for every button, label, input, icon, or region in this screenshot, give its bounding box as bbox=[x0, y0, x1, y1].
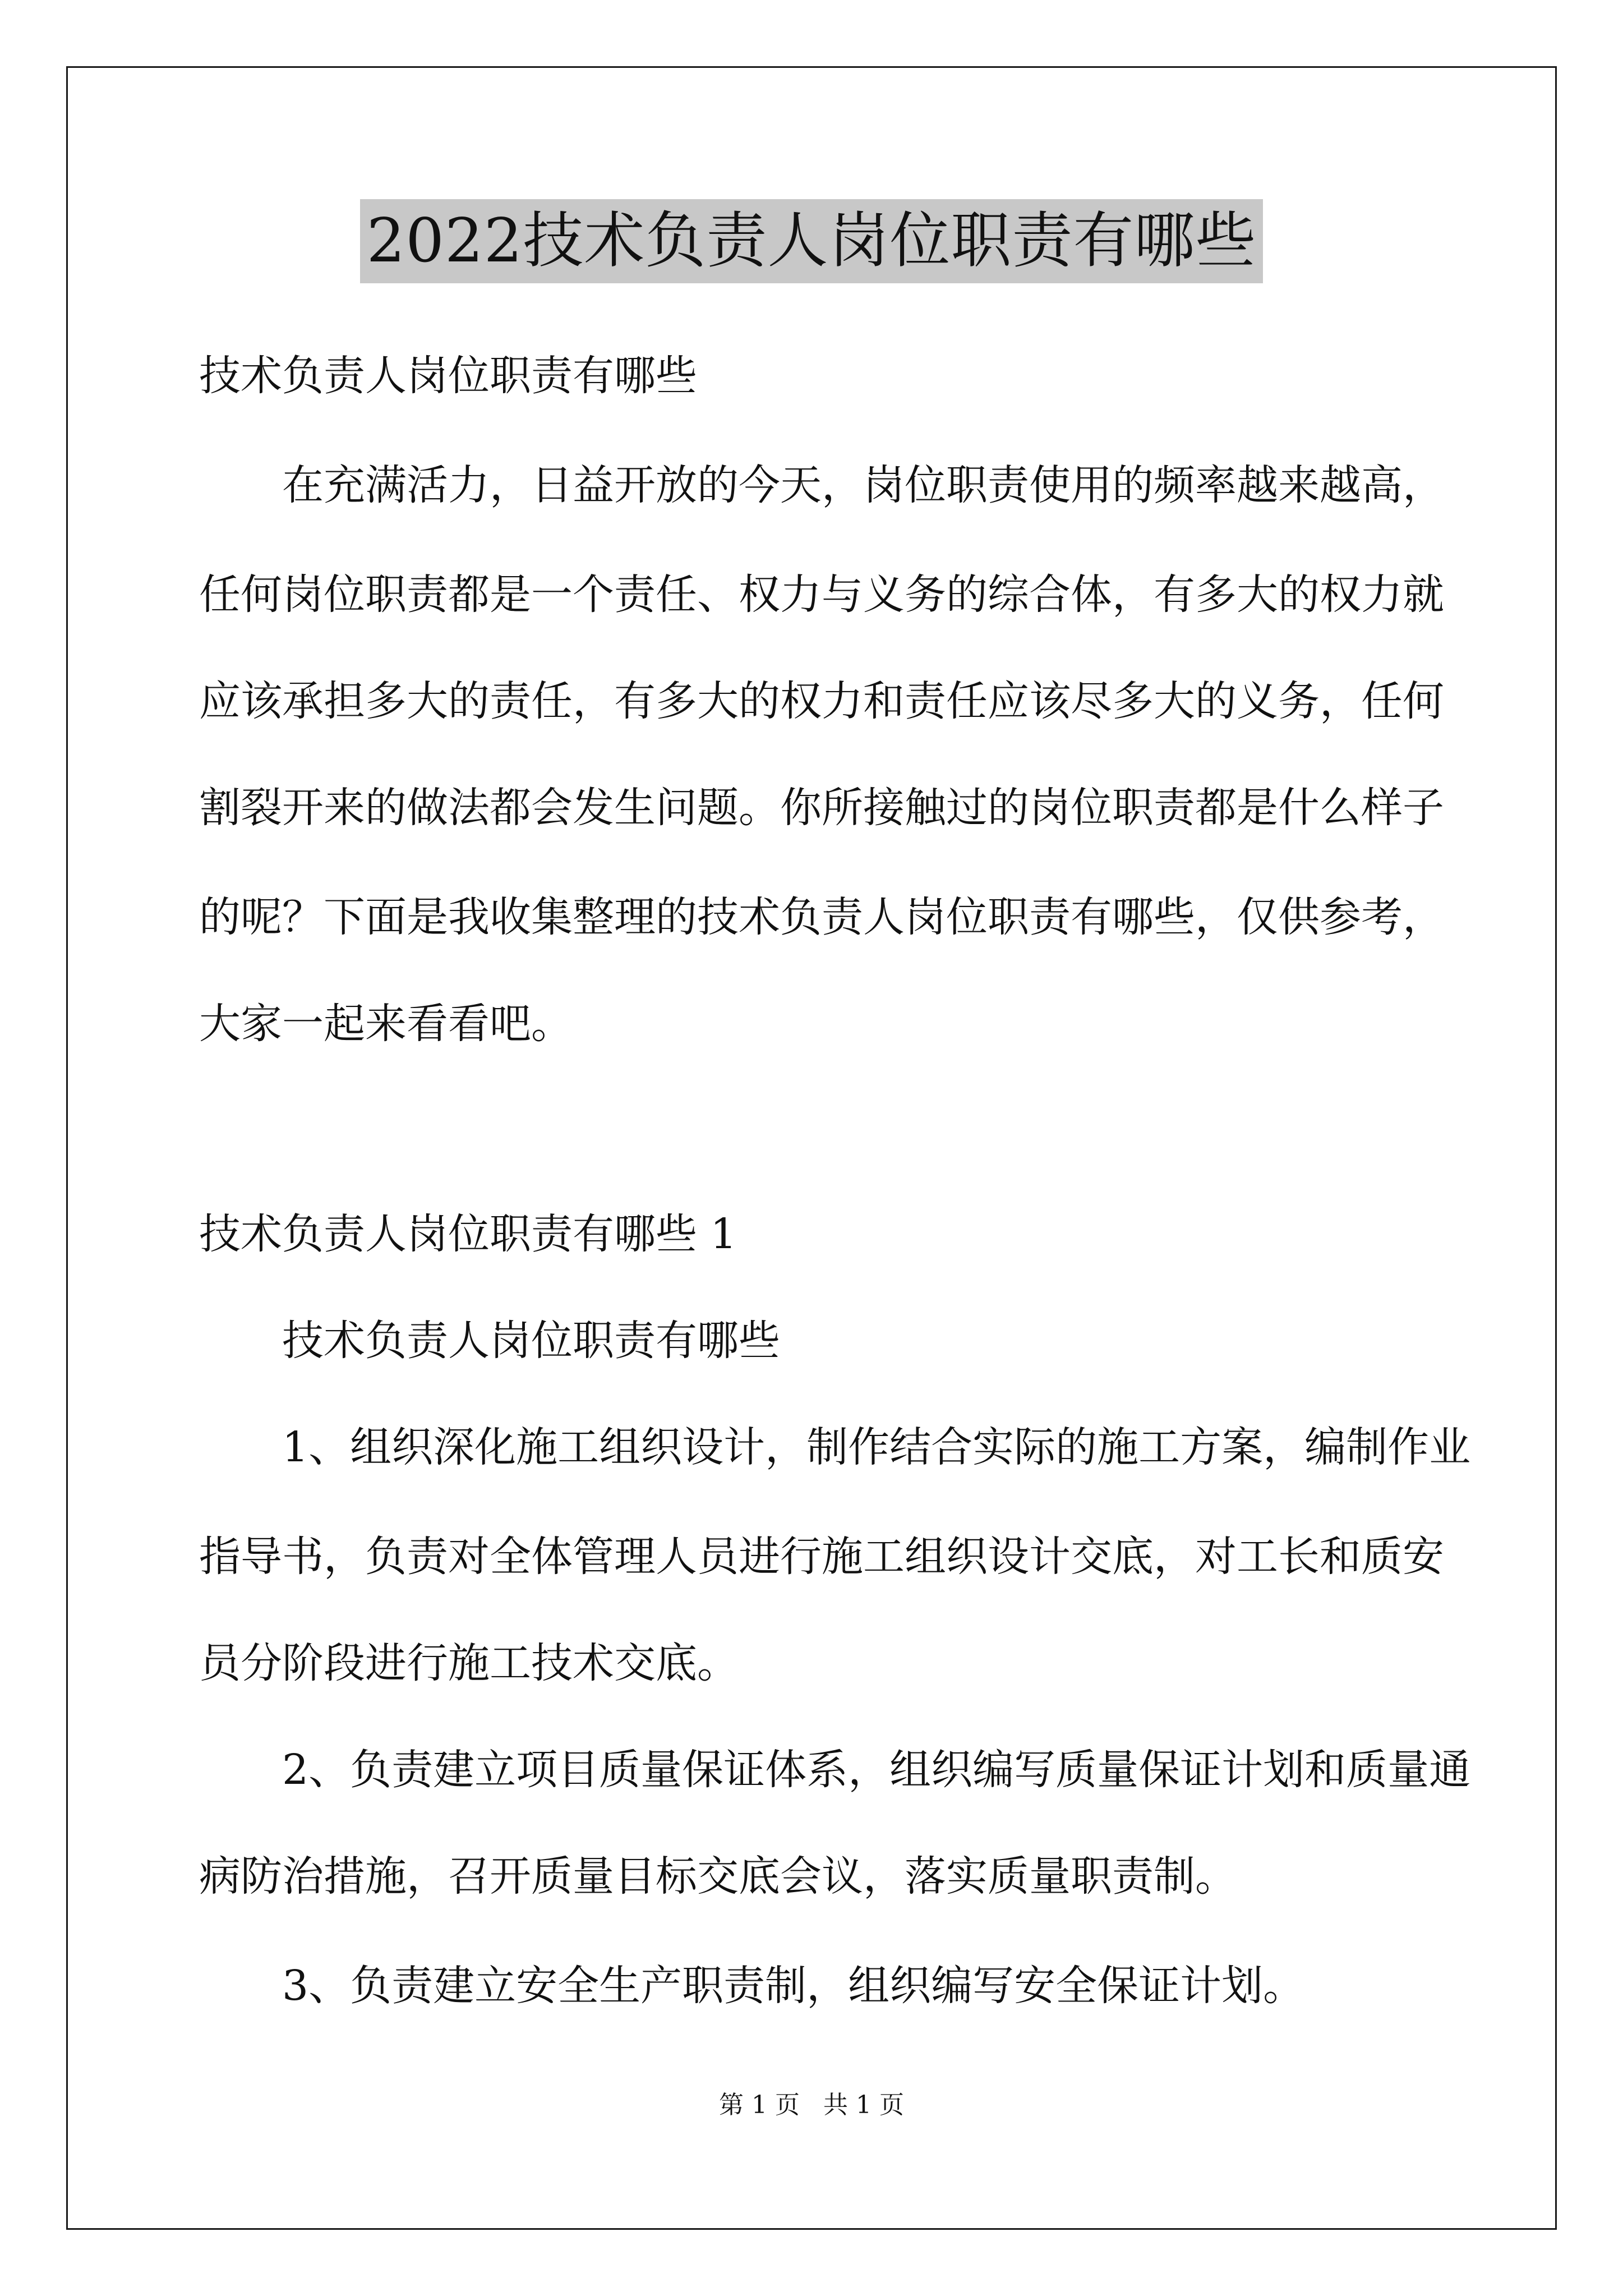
intro-line-5: 的呢？下面是我收集整理的技术负责人岗位职责有哪些，仅供参考， bbox=[199, 893, 1444, 941]
intro-line-4: 割裂开来的做法都会发生问题。你所接触过的岗位职责都是什么样子 bbox=[199, 784, 1444, 832]
intro-line-6: 大家一起来看看吧。 bbox=[199, 1000, 573, 1048]
item-1-line-3: 员分阶段进行施工技术交底。 bbox=[199, 1639, 739, 1687]
item-1-line-2: 指导书，负责对全体管理人员进行施工组织设计交底，对工长和质安 bbox=[199, 1533, 1444, 1581]
item-1-line-1: 1、组织深化施工组织设计，制作结合实际的施工方案，编制作业 bbox=[282, 1423, 1471, 1471]
intro-line-3: 应该承担多大的责任，有多大的权力和责任应该尽多大的义务，任何 bbox=[199, 677, 1444, 725]
section-subheading: 技术负责人岗位职责有哪些 bbox=[282, 1317, 780, 1365]
item-2-line-2: 病防治措施，召开质量目标交底会议，落实质量职责制。 bbox=[199, 1852, 1237, 1901]
document-title: 2022技术负责人岗位职责有哪些 bbox=[360, 199, 1264, 283]
subtitle-line: 技术负责人岗位职责有哪些 bbox=[199, 352, 697, 400]
intro-line-2: 任何岗位职责都是一个责任、权力与义务的综合体，有多大的权力就 bbox=[199, 570, 1444, 619]
section-heading: 技术负责人岗位职责有哪些 1 bbox=[199, 1210, 737, 1258]
intro-line-1: 在充满活力，日益开放的今天，岗位职责使用的频率越来越高， bbox=[282, 461, 1444, 509]
item-2-line-1: 2、负责建立项目质量保证体系，组织编写质量保证计划和质量通 bbox=[282, 1746, 1471, 1794]
page-footer: 第 1 页 共 1 页 bbox=[719, 2091, 904, 2119]
title-container bbox=[0, 199, 1623, 283]
item-3-line-1: 3、负责建立安全生产职责制，组织编写安全保证计划。 bbox=[282, 1962, 1305, 2010]
